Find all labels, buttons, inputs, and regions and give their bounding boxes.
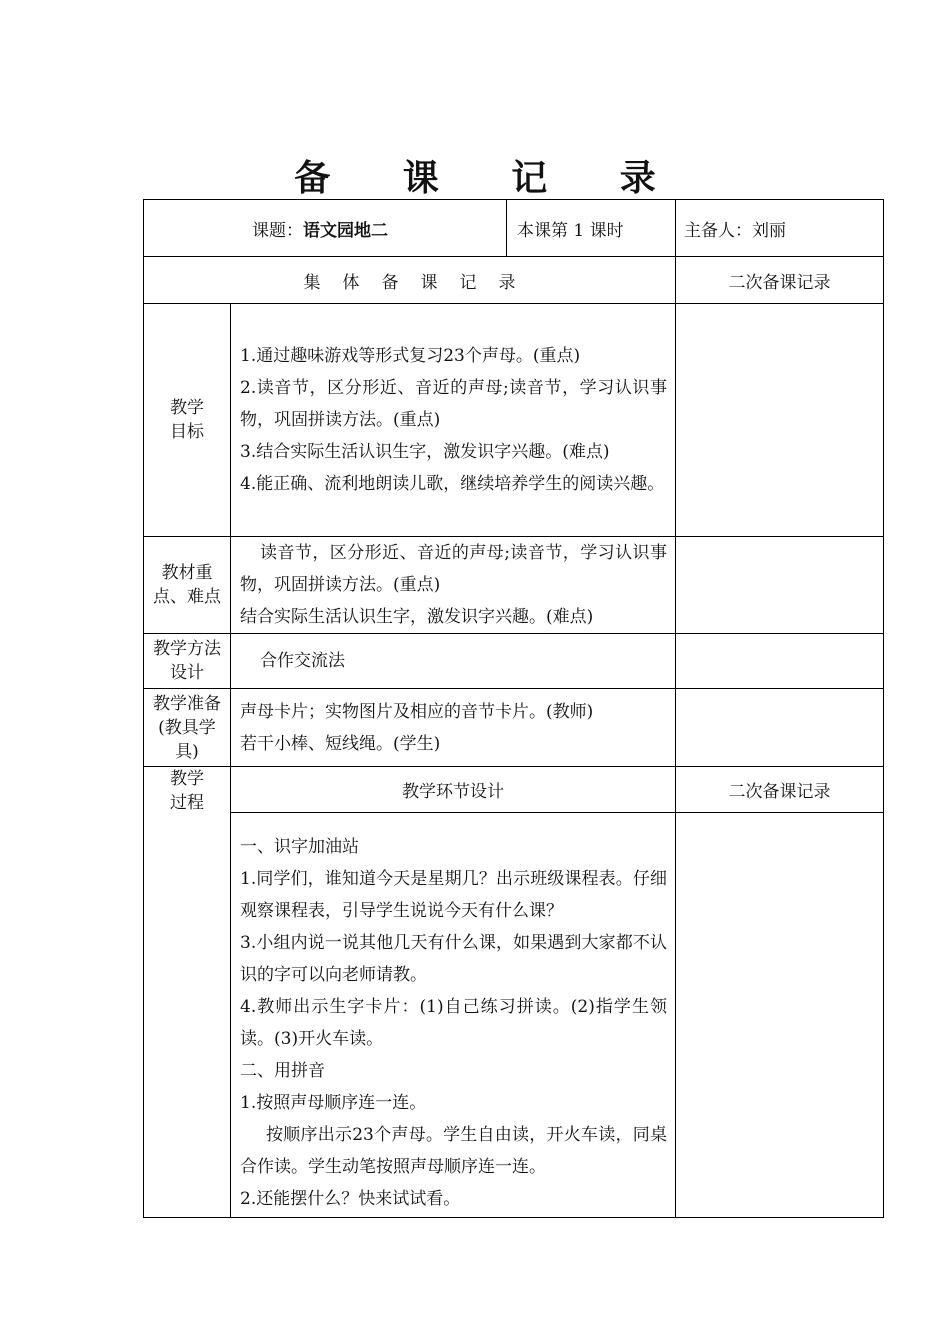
preparation-label	[144, 689, 231, 767]
process-line: 一、识字加油站	[240, 837, 359, 857]
process-label	[144, 767, 231, 1218]
goals-content	[231, 304, 676, 537]
process-line: 按顺序出示23个声母。学生自由读，开火车读，同桌合作读。学生动笔按照声母顺序连一连。	[240, 1125, 667, 1177]
preparation-secondary	[676, 689, 884, 767]
process-line: 二、用拼音	[240, 1061, 325, 1081]
process-label-text: 教学过程	[170, 769, 204, 813]
key-point-item: 结合实际生活认识生字，激发识字兴趣。(难点)	[240, 607, 594, 627]
goals-secondary	[676, 304, 884, 537]
preparation-item: 声母卡片；实物图片及相应的音节卡片。(教师)	[240, 701, 594, 722]
method-value: 合作交流法	[231, 634, 676, 689]
preparation-content	[231, 689, 676, 767]
topic-cell	[144, 200, 507, 257]
key-points-secondary	[676, 537, 884, 634]
design-header: 教学环节设计	[231, 767, 676, 813]
process-line: 3.小组内说一说其他几天有什么课，如果遇到大家都不认识的字可以向老师请教。	[240, 933, 667, 985]
topic-label: 课题：	[252, 220, 303, 241]
secondary-header: 二次备课记录	[676, 257, 884, 304]
process-line: 2.还能摆什么？快来试试看。	[240, 1189, 461, 1209]
lesson-plan-table	[143, 199, 884, 1218]
process-line: 1.同学们，谁知道今天是星期几？出示班级课程表。仔细观察课程表，引导学生说说今天有什么课？	[240, 869, 667, 921]
process-content-row	[144, 813, 884, 1218]
lesson-number: 本课第 1 课时	[507, 200, 676, 257]
key-points-content	[231, 537, 676, 634]
goals-label-text: 教学目标	[170, 398, 204, 442]
header-row	[144, 200, 884, 257]
process-secondary	[676, 813, 884, 1218]
author: 主备人：刘丽	[676, 200, 884, 257]
method-label	[144, 634, 231, 689]
section-header-row	[144, 257, 884, 304]
goal-item: 2.读音节，区分形近、音近的声母;读音节，学习认识事物，巩固拼读方法。(重点)	[240, 378, 667, 430]
preparation-row	[144, 689, 884, 767]
goals-row	[144, 304, 884, 537]
goals-label	[144, 304, 231, 537]
method-secondary	[676, 634, 884, 689]
process-line: 4.教师出示生字卡片：(1)自己练习拼读。(2)指学生领读。(3)开火车读。	[240, 997, 667, 1049]
process-content	[231, 813, 676, 1218]
page-title: 备 课 记 录	[294, 157, 686, 199]
key-points-label-text: 教材重点、难点	[153, 563, 221, 607]
preparation-label-text: 教学准备(教具学具)	[153, 693, 221, 762]
method-row	[144, 634, 884, 689]
goal-item: 4.能正确、流利地朗读儿歌，继续培养学生的阅读兴趣。	[240, 474, 665, 494]
key-points-row	[144, 537, 884, 634]
topic-value: 语文园地二	[303, 220, 388, 241]
method-label-text: 教学方法设计	[153, 639, 221, 683]
key-point-item: 读音节，区分形近、音近的声母;读音节，学习认识事物，巩固拼读方法。(重点)	[240, 543, 667, 595]
goal-item: 1.通过趣味游戏等形式复习23个声母。(重点)	[240, 346, 581, 366]
process-header-row	[144, 767, 884, 813]
preparation-item: 若干小棒、短线绳。(学生)	[240, 733, 441, 754]
key-points-label	[144, 537, 231, 634]
collective-header: 集体备课记录	[144, 257, 676, 304]
goal-item: 3.结合实际生活认识生字，激发识字兴趣。(难点)	[240, 442, 610, 462]
process-line: 1.按照声母顺序连一连。	[240, 1093, 427, 1113]
process-secondary-header: 二次备课记录	[676, 767, 884, 813]
